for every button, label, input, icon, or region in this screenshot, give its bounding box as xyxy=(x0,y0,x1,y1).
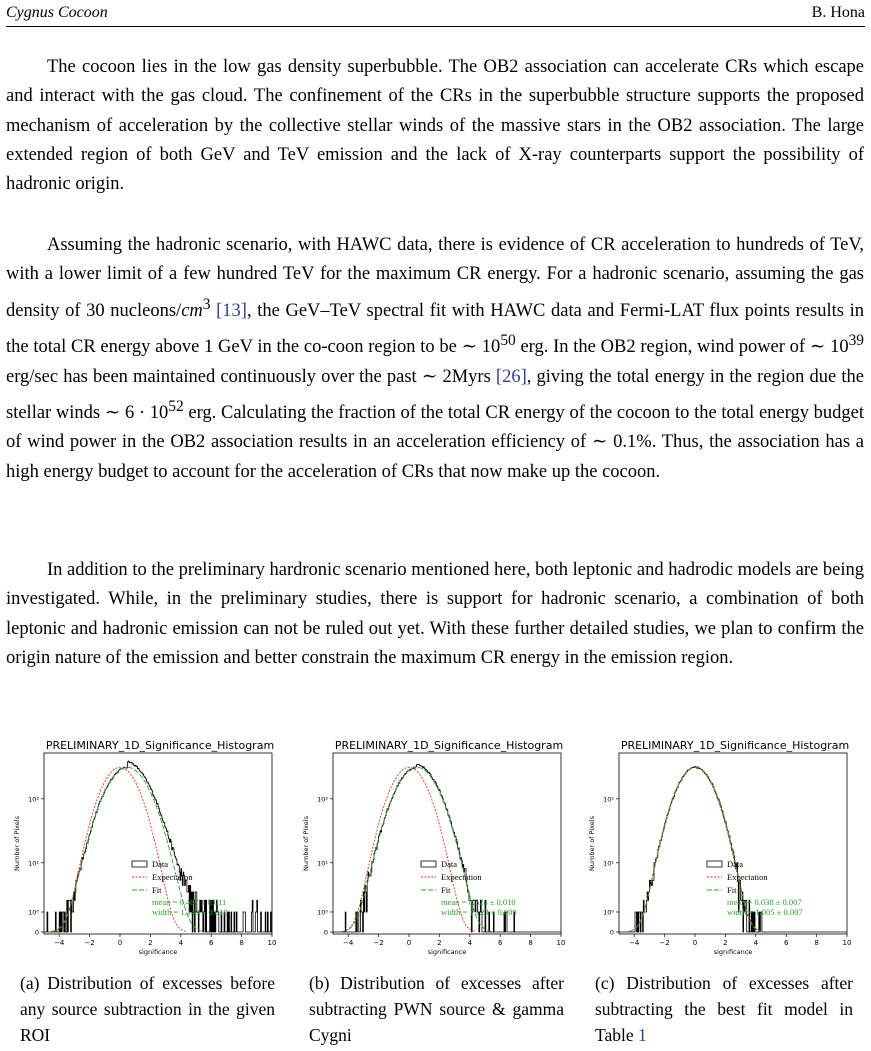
figure-a xyxy=(10,737,280,962)
x-tick-label: 0 xyxy=(117,939,123,947)
x-tick-label: 2 xyxy=(437,939,442,947)
header-author: B. Hona xyxy=(811,4,865,21)
legend-fit-label: Fit xyxy=(727,885,737,895)
legend-data-swatch xyxy=(132,861,147,867)
citation-link[interactable]: [13] xyxy=(216,300,247,321)
x-tick-label: 6 xyxy=(497,939,503,947)
chart-title: PRELIMINARY_1D_Significance_Histogram xyxy=(45,739,275,752)
y-tick-label: 0 xyxy=(34,928,39,937)
x-tick-label: 0 xyxy=(406,939,412,947)
x-axis-label: significance xyxy=(427,948,467,956)
histogram-chart-c xyxy=(585,737,855,962)
x-tick-label: 8 xyxy=(528,939,533,947)
legend-fit-label: Fit xyxy=(152,885,162,895)
x-tick-label: −4 xyxy=(343,939,354,947)
fit-mean-text: mean = 0.038 ± 0.007 xyxy=(727,897,802,907)
y-tick-label: 10² xyxy=(603,795,614,804)
legend-data-swatch xyxy=(707,861,722,867)
y-tick-label: 10¹ xyxy=(28,859,39,868)
legend-data-label: Data xyxy=(152,859,169,869)
y-tick-label: 10¹ xyxy=(603,859,614,868)
x-tick-label: 0 xyxy=(692,939,698,947)
figure-c xyxy=(585,737,855,962)
x-tick-label: 2 xyxy=(148,939,153,947)
x-tick-label: 6 xyxy=(208,939,214,947)
y-axis-label: Number of Pixels xyxy=(13,816,21,871)
text-run: erg. Calculating the fraction of the total CR energy of the cocoon to the total energy budget of wind power in the OB2 association results in an acceleration efficiency of ∼ 0.1%. Thus, the association has a high energy budget to account for the acceleration of CRs that now make up the cocoon. xyxy=(6,402,864,482)
y-tick-label: 10⁰ xyxy=(603,908,614,917)
y-tick-label: 0 xyxy=(609,928,614,937)
legend-data-label: Data xyxy=(727,859,744,869)
x-tick-label: −4 xyxy=(54,939,65,947)
x-tick-label: 6 xyxy=(783,939,789,947)
x-tick-label: −2 xyxy=(84,939,95,947)
text-run: , giving the total energy in the region due the stellar winds ∼ 6 · 10 xyxy=(6,366,864,423)
citation-link[interactable]: [26] xyxy=(495,366,527,387)
fit-mean-text: mean = 0.487 ± 0.011 xyxy=(152,897,227,907)
chart-title: PRELIMINARY_1D_Significance_Histogram xyxy=(620,739,850,752)
x-tick-label: −4 xyxy=(629,939,640,947)
paragraph-cocoon: The cocoon lies in the low gas density superbubble. The OB2 association can accelerate CRs which escape and interact with the gas cloud. The confinement of the CRs in the superbubble structure supports the proposed mechanism of acceleration by the collective stellar winds of the massive stars in the OB2 association. The large extended region of both GeV and TeV emission and the lack of X-ray counterparts support the possibility of hadronic origin. xyxy=(6,57,864,195)
y-axis-label: Number of Pixels xyxy=(302,816,310,871)
paragraph-models: In addition to the preliminary hardronic scenario mentioned here, both leptonic and hadrodic models are being investigated. While, in the preliminary studies, there is support for hadronic scenario, a combination of both leptonic and hadronic emission can not be ruled out yet. With these further detailed studies, we plan to confirm the origin nature of the emission and better constrain the maximum CR energy in the emission region. xyxy=(6,560,864,668)
fit-width-text: width = 1.149 ± 0.010 xyxy=(152,907,228,917)
x-axis-label: significance xyxy=(713,948,753,956)
y-tick-label: 10² xyxy=(317,795,328,804)
y-tick-label: 10² xyxy=(28,795,39,804)
y-tick-label: 10¹ xyxy=(317,859,328,868)
table-ref-link[interactable]: 1 xyxy=(638,1025,647,1045)
caption-a xyxy=(20,970,275,1048)
histogram-chart-a xyxy=(10,737,280,962)
caption-b xyxy=(309,970,564,1048)
x-tick-label: 10 xyxy=(556,939,566,947)
legend-expectation-label: Expectation xyxy=(441,872,482,882)
histogram-chart-b xyxy=(299,737,569,962)
chart-title: PRELIMINARY_1D_Significance_Histogram xyxy=(334,739,564,752)
x-tick-label: −2 xyxy=(659,939,670,947)
paragraph-hadronic xyxy=(6,231,864,487)
legend-fit-label: Fit xyxy=(441,885,451,895)
y-tick-label: 10⁰ xyxy=(28,908,39,917)
legend-data-swatch xyxy=(421,861,436,867)
caption-c xyxy=(595,970,853,1048)
text-run: Assuming the hadronic scenario, with HAWC data, there is evidence of CR acceleration to hundreds of TeV, with a lower limit of a few hundred TeV for the maximum CR energy. For a hadronic scenario, assuming the gas density of 30 nucleons/ xyxy=(6,235,864,321)
x-tick-label: 4 xyxy=(178,939,184,947)
header-title: Cygnus Cocoon xyxy=(6,4,108,21)
fit-width-text: width = 1.123 ± 0.009 xyxy=(441,907,517,917)
y-axis-label: Number of Pixels xyxy=(588,816,596,871)
y-tick-label: 0 xyxy=(323,928,328,937)
superscript: 39 xyxy=(848,332,864,350)
x-axis-label: significance xyxy=(138,948,178,956)
superscript: 50 xyxy=(500,332,516,350)
x-tick-label: 10 xyxy=(267,939,277,947)
legend-data-label: Data xyxy=(441,859,458,869)
legend-expectation-label: Expectation xyxy=(727,872,768,882)
x-tick-label: 10 xyxy=(842,939,852,947)
superscript: 52 xyxy=(168,397,184,415)
caption-text: (b) Distribution of excesses after subtracting PWN source & gamma Cygni xyxy=(309,973,564,1045)
y-tick-label: 10⁰ xyxy=(317,908,328,917)
running-header xyxy=(6,4,865,27)
unit-cm: cm xyxy=(181,300,203,321)
text-run: , the GeV–TeV spectral fit with HAWC data and Fermi-LAT flux points results in the total CR energy above 1 GeV in the co-coon region to be ∼ 10 xyxy=(6,300,865,358)
fit-width-text: width = 1.005 ± 0.007 xyxy=(727,907,803,917)
x-tick-label: 2 xyxy=(723,939,728,947)
text-run: erg. In the OB2 region, wind power of ∼ 10 xyxy=(515,337,849,358)
x-tick-label: −2 xyxy=(373,939,384,947)
superscript: 3 xyxy=(202,295,211,313)
x-tick-label: 8 xyxy=(239,939,244,947)
caption-text: (c) Distribution of excesses after subtracting the best fit model in Table xyxy=(595,973,853,1045)
caption-text: (a) Distribution of excesses before any source subtraction in the given ROI xyxy=(20,973,275,1045)
x-tick-label: 4 xyxy=(753,939,759,947)
x-tick-label: 8 xyxy=(814,939,819,947)
text-run: erg/sec has been maintained continuously over the past ∼ 2Myrs xyxy=(6,366,496,387)
fit-mean-text: mean = 0.524 ± 0.010 xyxy=(441,897,516,907)
x-tick-label: 4 xyxy=(467,939,473,947)
figure-b xyxy=(299,737,569,962)
legend-expectation-label: Expectation xyxy=(152,872,193,882)
